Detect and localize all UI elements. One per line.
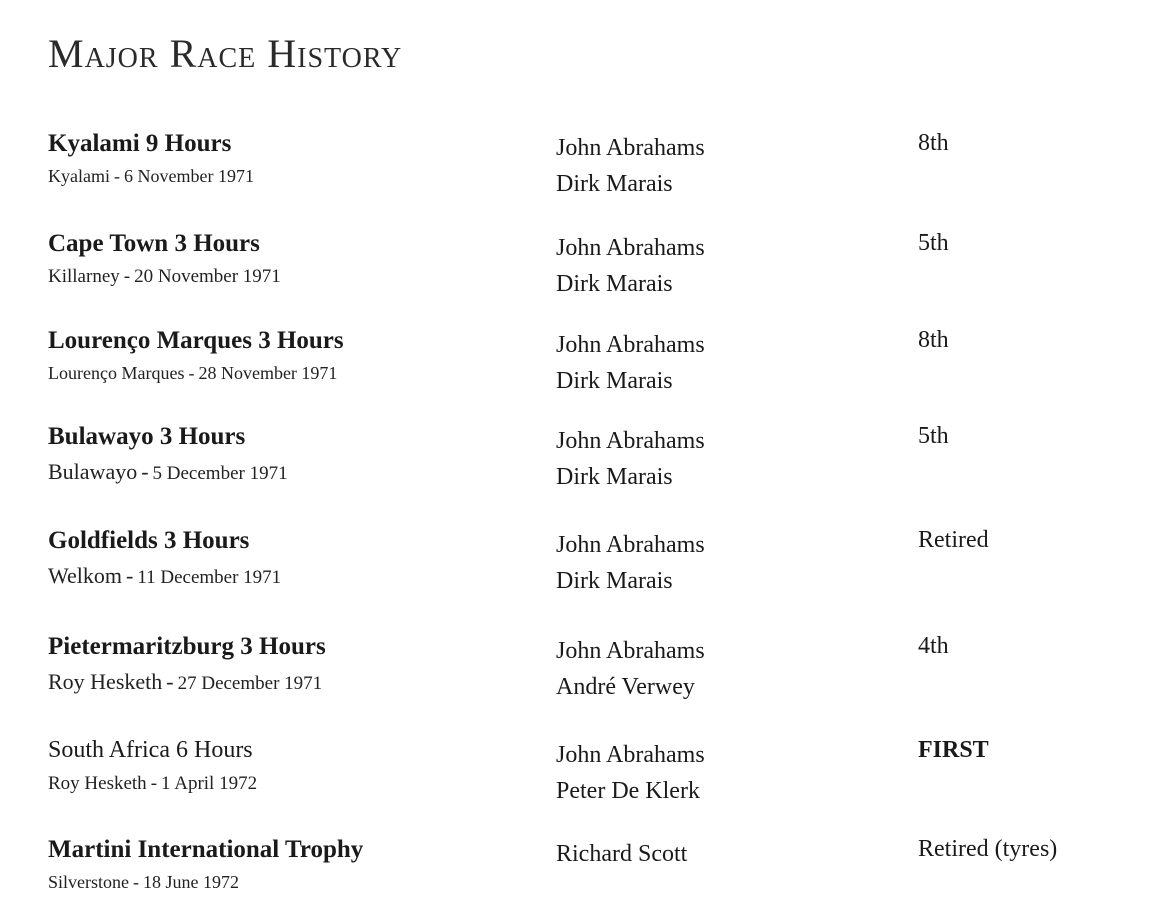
race-drivers [556, 836, 687, 872]
driver-name: John Abrahams [556, 135, 705, 161]
race-venue: Silverstone - 18 June 1972 [48, 872, 239, 892]
race-date: 20 November 1971 [134, 266, 281, 287]
driver-name: John Abrahams [556, 742, 705, 768]
driver-name: Dirk Marais [556, 464, 673, 490]
race-date: 6 November 1971 [123, 166, 254, 186]
race-event-name: Martini International Trophy [48, 836, 364, 863]
driver-name: Dirk Marais [556, 568, 673, 594]
race-event-name: South Africa 6 Hours [48, 737, 253, 763]
race-result: Retired (tyres) [918, 836, 1058, 862]
race-venue: Bulawayo - 5 December 1971 [48, 459, 288, 484]
driver-name: André Verwey [556, 674, 695, 700]
race-entry [0, 527, 1173, 607]
driver-name: Peter De Klerk [556, 778, 700, 804]
race-event-name: Cape Town 3 Hours [48, 230, 260, 257]
race-entry [0, 230, 1173, 310]
race-location: Silverstone [48, 872, 129, 892]
race-date: 18 June 1972 [143, 872, 239, 892]
driver-name: John Abrahams [556, 235, 705, 261]
race-date: 28 November 1971 [198, 363, 338, 383]
race-entry [0, 836, 1173, 916]
driver-name: Dirk Marais [556, 271, 673, 297]
race-date: 27 December 1971 [177, 673, 323, 694]
race-drivers [556, 423, 705, 495]
race-drivers [556, 230, 705, 302]
race-entry [0, 130, 1173, 210]
race-location: Roy Hesketh [48, 669, 163, 694]
race-entry [0, 423, 1173, 503]
race-event-name: Pietermaritzburg 3 Hours [48, 633, 326, 660]
race-venue: Lourenço Marques - 28 November 1971 [48, 363, 338, 383]
race-result: 5th [918, 423, 949, 449]
race-result: 5th [918, 230, 949, 256]
race-venue: Roy Hesketh - 27 December 1971 [48, 669, 323, 694]
page-title: Major Race History [48, 31, 403, 76]
race-venue: Killarney - 20 November 1971 [48, 266, 281, 287]
driver-name: Dirk Marais [556, 171, 673, 197]
driver-name: Richard Scott [556, 841, 688, 867]
driver-name: John Abrahams [556, 532, 705, 558]
race-event-name: Lourenço Marques 3 Hours [48, 327, 344, 354]
race-entry [0, 633, 1173, 713]
race-event-name: Kyalami 9 Hours [48, 130, 232, 157]
race-venue: Roy Hesketh - 1 April 1972 [48, 773, 258, 794]
race-date: 11 December 1971 [137, 567, 282, 588]
race-venue: Kyalami - 6 November 1971 [48, 166, 254, 186]
race-date: 1 April 1972 [161, 773, 258, 794]
race-result: 8th [918, 130, 949, 156]
race-result: 8th [918, 327, 949, 353]
race-drivers [556, 633, 705, 705]
race-entry [0, 737, 1173, 817]
race-date: 5 December 1971 [152, 463, 288, 484]
race-event-name: Bulawayo 3 Hours [48, 423, 246, 450]
race-drivers [556, 130, 705, 202]
race-entry [0, 327, 1173, 407]
driver-name: John Abrahams [556, 428, 705, 454]
race-result: FIRST [918, 737, 989, 763]
driver-name: John Abrahams [556, 332, 705, 358]
race-drivers [556, 527, 705, 599]
driver-name: John Abrahams [556, 638, 705, 664]
race-drivers [556, 737, 705, 809]
race-location: Welkom [48, 563, 122, 588]
driver-name: Dirk Marais [556, 368, 673, 394]
race-location: Kyalami [48, 166, 110, 186]
race-location: Lourenço Marques [48, 363, 185, 383]
race-event-name: Goldfields 3 Hours [48, 527, 250, 554]
race-venue: Welkom - 11 December 1971 [48, 563, 282, 588]
race-location: Bulawayo [48, 459, 138, 484]
race-result: Retired [918, 527, 989, 553]
race-location: Roy Hesketh [48, 773, 147, 794]
race-result: 4th [918, 633, 949, 659]
race-drivers [556, 327, 705, 399]
race-location: Killarney [48, 266, 120, 287]
